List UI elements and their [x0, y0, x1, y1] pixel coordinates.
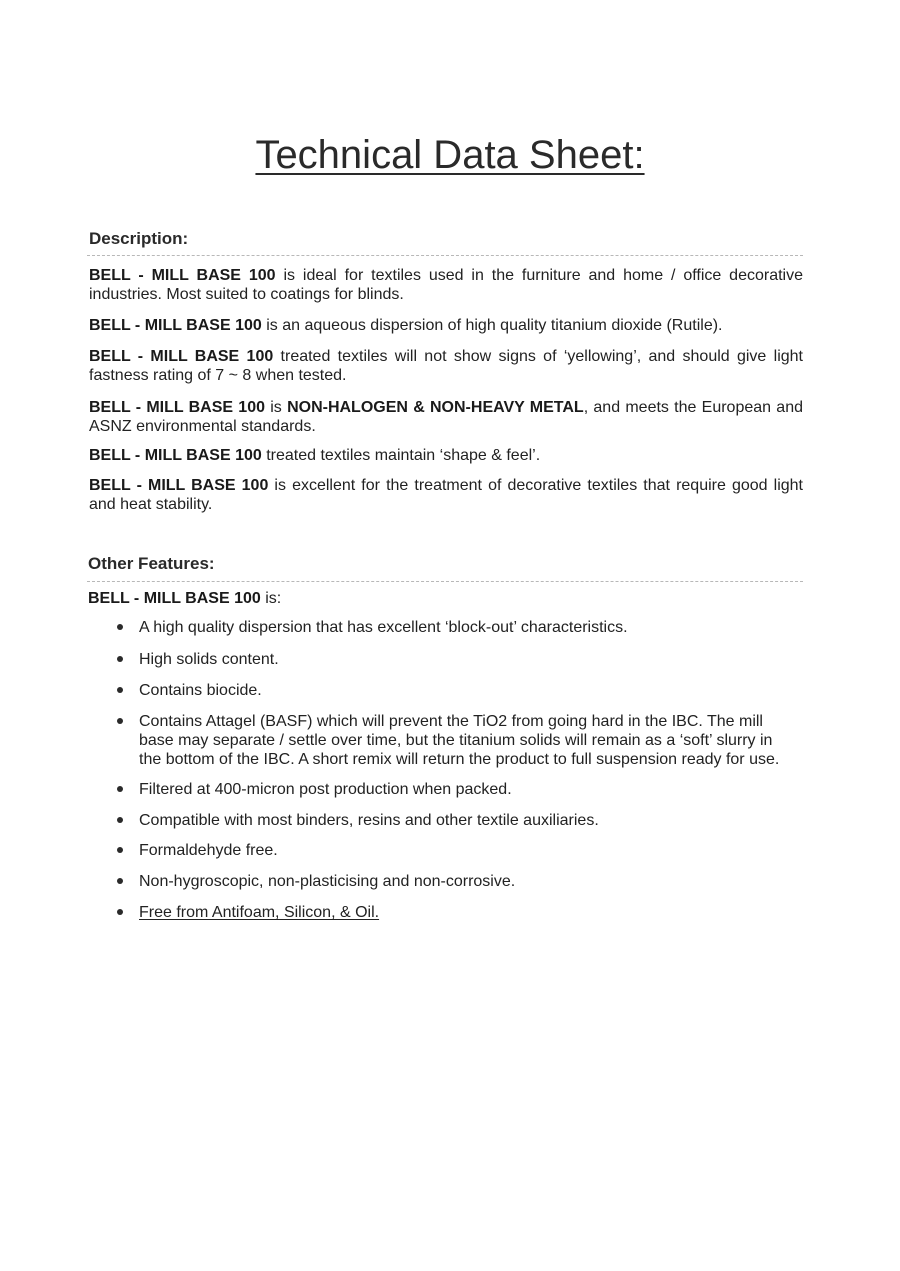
bullet-icon: [117, 718, 123, 724]
other-features-intro: [88, 589, 802, 608]
paragraph-text: is an aqueous dispersion of high quality titanium dioxide (Rutile).: [261, 317, 723, 334]
list-item-text: Contains Attagel (BASF) which will prevent the TiO2 from going hard in the IBC. The mill base may separate / settle over time, but the titanium solids will remain as a ‘soft’ slurry in the bottom of the IBC. A short remix will return the product to full suspension ready for use.: [139, 713, 780, 768]
list-item-text: Compatible with most binders, resins and other textile auxiliaries.: [139, 812, 599, 829]
product-name: BELL - MILL BASE 100: [88, 590, 261, 607]
list-item: [139, 903, 793, 922]
intro-text: is:: [260, 590, 282, 607]
other-features-heading: Other Features:: [88, 554, 215, 573]
bullet-icon: [117, 786, 123, 792]
bullet-icon: [117, 909, 123, 915]
list-item-text: A high quality dispersion that has excellent ‘block-out’ characteristics.: [139, 619, 628, 636]
bullet-icon: [117, 878, 123, 884]
product-name: BELL - MILL BASE 100: [89, 447, 262, 464]
product-name: BELL - MILL BASE 100: [89, 399, 265, 416]
description-paragraph-5: [89, 446, 803, 465]
product-name: BELL - MILL BASE 100: [89, 477, 269, 494]
list-item: [139, 872, 793, 891]
description-paragraph-1: [89, 266, 803, 304]
list-item-text: Formaldehyde free.: [139, 842, 278, 859]
description-paragraph-3: [89, 347, 803, 385]
compliance-emphasis: NON-HALOGEN & NON-HEAVY METAL: [287, 399, 584, 416]
paragraph-text: treated textiles maintain ‘shape & feel’.: [261, 447, 541, 464]
other-features-divider: [87, 581, 803, 582]
page-title: [0, 131, 900, 179]
description-heading: Description:: [89, 229, 189, 248]
list-item-text: High solids content.: [139, 651, 279, 668]
list-item: [139, 841, 793, 860]
list-item-text: Non-hygroscopic, non-plasticising and non-corrosive.: [139, 873, 516, 890]
product-name: BELL - MILL BASE 100: [89, 348, 274, 365]
list-item: [139, 712, 793, 769]
paragraph-text: is: [265, 399, 288, 416]
paragraph-text: treated textiles will not show signs of ‘yellowing’, and should give light fastness rating of 7 ~ 8 when tested.: [89, 348, 803, 384]
list-item: [139, 681, 793, 700]
list-item-text: Free from Antifoam, Silicon, & Oil.: [139, 904, 380, 921]
product-name: BELL - MILL BASE 100: [89, 317, 262, 334]
list-item-text: Contains biocide.: [139, 682, 262, 699]
page-title-text: Technical Data Sheet:: [255, 133, 645, 177]
paragraph-text: is excellent for the treatment of decorative textiles that require good light and heat stability.: [89, 477, 803, 513]
list-item: [139, 650, 793, 669]
bullet-icon: [117, 624, 123, 630]
bullet-icon: [117, 656, 123, 662]
bullet-icon: [117, 847, 123, 853]
description-paragraph-2: [89, 316, 803, 335]
description-paragraph-6: [89, 476, 803, 514]
list-item-text: Filtered at 400-micron post production when packed.: [139, 781, 512, 798]
bullet-icon: [117, 687, 123, 693]
bullet-icon: [117, 817, 123, 823]
paragraph-text: , and meets the European and ASNZ environmental standards.: [89, 399, 803, 435]
features-list: [0, 618, 900, 922]
description-paragraph-4: [89, 398, 803, 436]
list-item: [139, 780, 793, 799]
description-divider: [87, 255, 803, 256]
product-name: BELL - MILL BASE 100: [89, 267, 276, 284]
list-item: [139, 618, 793, 637]
paragraph-text: is ideal for textiles used in the furniture and home / office decorative industries. Most suited to coatings for blinds.: [89, 267, 803, 303]
list-item: [139, 811, 793, 830]
